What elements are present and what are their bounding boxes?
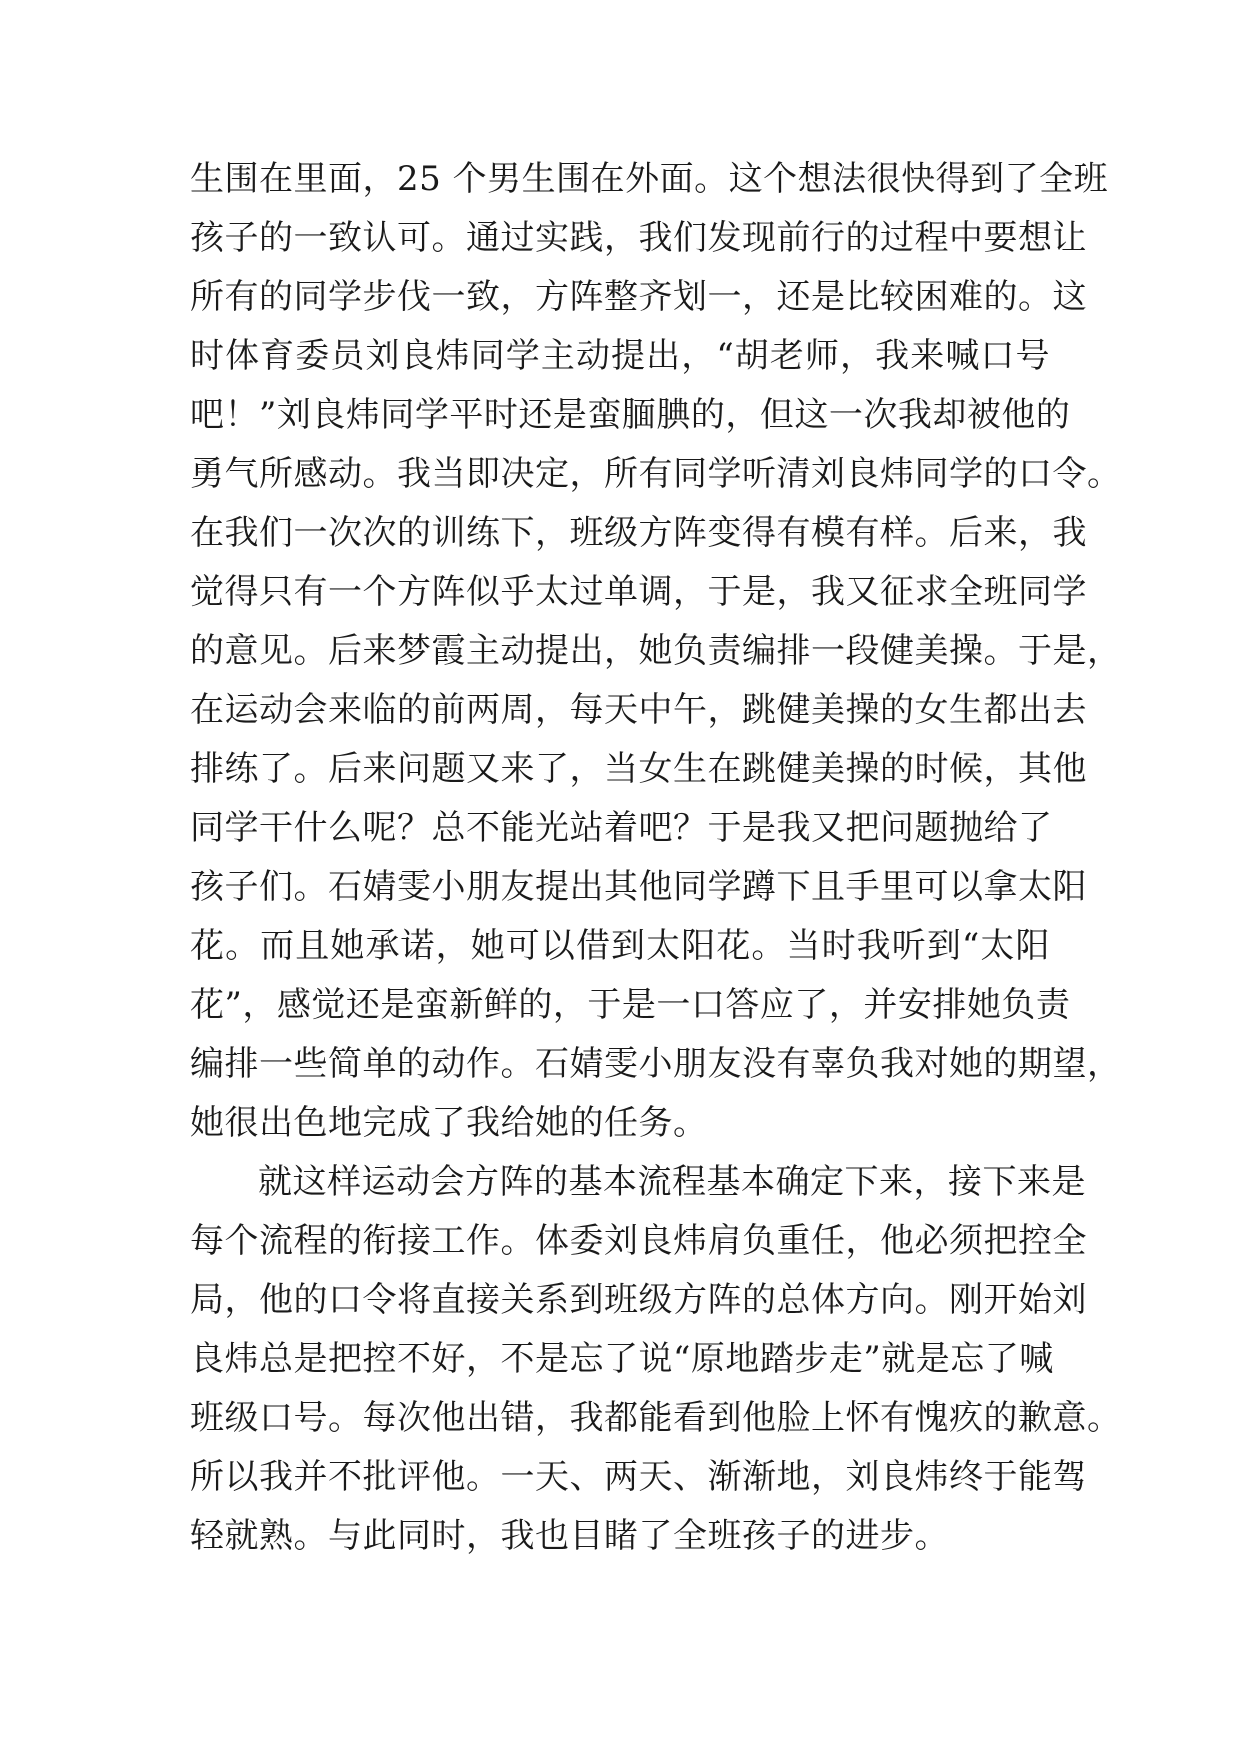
text-line: 局，他的口令将直接关系到班级方阵的总体方向。刚开始刘: [190, 1280, 1087, 1320]
text-line: 排练了。后来问题又来了，当女生在跳健美操的时候，其他: [190, 749, 1087, 789]
text-line: 所有的同学步伐一致，方阵整齐划一，还是比较困难的。这: [190, 277, 1087, 317]
text-line: 班级口号。每次他出错，我都能看到他脸上怀有愧疚的歉意。: [190, 1398, 1122, 1438]
text-line: 吧！”刘良炜同学平时还是蛮腼腆的，但这一次我却被他的: [190, 395, 1071, 435]
paragraph: [190, 1153, 1122, 1566]
text-line: 在运动会来临的前两周，每天中午，跳健美操的女生都出去: [190, 690, 1087, 730]
text-line: 同学干什么呢？总不能光站着吧？于是我又把问题抛给了: [190, 808, 1053, 848]
text-line: 孩子的一致认可。通过实践，我们发现前行的过程中要想让: [190, 218, 1087, 258]
text-line: 轻就熟。与此同时，我也目睹了全班孩子的进步。: [190, 1516, 949, 1556]
text-line: 生围在里面，25 个男生围在外面。这个想法很快得到了全班: [190, 159, 1109, 199]
text-line: 就这样运动会方阵的基本流程基本确定下来，接下来是: [258, 1162, 1086, 1202]
text-line: 时体育委员刘良炜同学主动提出，“胡老师，我来喊口号: [190, 336, 1050, 376]
text-line: 良炜总是把控不好，不是忘了说“原地踏步走”就是忘了喊: [190, 1339, 1054, 1379]
text-line: 所以我并不批评他。一天、两天、渐渐地，刘良炜终于能驾: [190, 1457, 1087, 1497]
text-line: 编排一些简单的动作。石婧雯小朋友没有辜负我对她的期望，: [190, 1044, 1122, 1084]
text-line: 花”，感觉还是蛮新鲜的，于是一口答应了，并安排她负责: [190, 985, 1071, 1025]
text-line: 在我们一次次的训练下，班级方阵变得有模有样。后来，我: [190, 513, 1087, 553]
text-line: 勇气所感动。我当即决定，所有同学听清刘良炜同学的口令。: [190, 454, 1122, 494]
body-text: [190, 150, 1122, 1566]
text-line: 每个流程的衔接工作。体委刘良炜肩负重任，他必须把控全: [190, 1221, 1087, 1261]
text-line: 花。而且她承诺，她可以借到太阳花。当时我听到“太阳: [190, 926, 1050, 966]
text-line: 觉得只有一个方阵似乎太过单调，于是，我又征求全班同学: [190, 572, 1087, 612]
text-line: 的意见。后来梦霞主动提出，她负责编排一段健美操。于是，: [190, 631, 1122, 671]
text-line: 她很出色地完成了我给她的任务。: [190, 1103, 708, 1143]
paragraph: [190, 150, 1122, 1153]
text-line: 孩子们。石婧雯小朋友提出其他同学蹲下且手里可以拿太阳: [190, 867, 1087, 907]
